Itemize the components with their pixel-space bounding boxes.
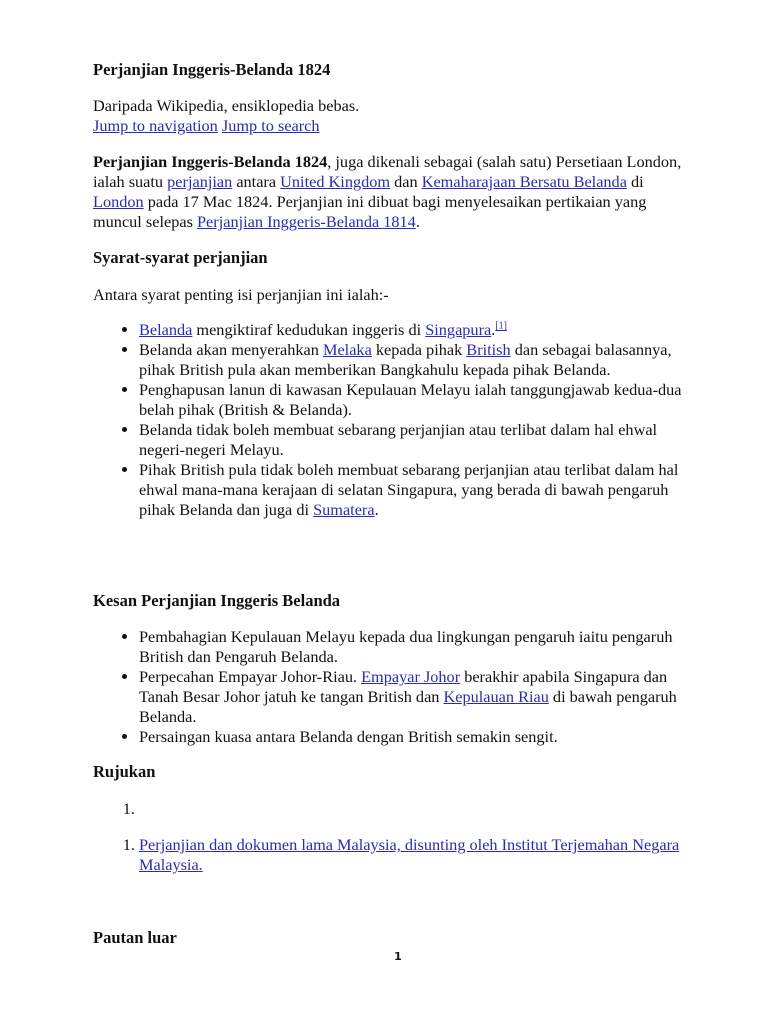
empty-reference-list <box>93 799 693 819</box>
link-empayar-johor[interactable]: Empayar Johor <box>361 667 461 686</box>
reference-link[interactable]: [1] <box>495 320 507 332</box>
list-item: • Persaingan kuasa antara Belanda dengan British semakin sengit. <box>139 727 693 747</box>
jump-to-navigation-link[interactable]: Jump to navigation <box>93 116 218 135</box>
link-perjanjian-1814[interactable]: Perjanjian Inggeris-Belanda 1814 <box>197 212 416 231</box>
jump-to-search-link[interactable]: Jump to search <box>221 116 320 135</box>
list-item <box>139 835 693 875</box>
syarat-lead: Antara syarat penting isi perjanjian ini ialah:- <box>93 285 389 304</box>
page-title: Perjanjian Inggeris-Belanda 1824 <box>93 60 331 79</box>
syarat-list <box>93 320 693 520</box>
list-item: • Pembahagian Kepulauan Melayu kepada dua lingkungan pengaruh iaitu pengaruh British dan Pengaruh Belanda. <box>139 627 693 667</box>
kesan-list <box>93 627 693 747</box>
list-item: • Belanda akan menyerahkan Melaka kepada pihak British dan sebagai balasannya, pihak British pula akan memberikan Bangkahulu kepada pihak Belanda. <box>139 340 693 380</box>
section-heading-rujukan: Rujukan <box>93 762 156 781</box>
list-item: • Pihak British pula tidak boleh membuat sebarang perjanjian atau terlibat dalam hal ehwal mana-mana kerajaan di selatan Singapura, yang berada di bawah pengaruh pihak Belanda dan juga di Sumatera. <box>139 460 693 520</box>
reference-link[interactable]: Perjanjian dan dokumen lama Malaysia, disunting oleh Institut Terjemahan Negara Malaysia. <box>139 835 680 874</box>
reference-list <box>93 835 693 875</box>
section-heading-kesan: Kesan Perjanjian Inggeris Belanda <box>93 591 341 610</box>
list-item: • Penghapusan lanun di kawasan Kepulauan Melayu ialah tanggungjawab kedua-dua belah pihak (British & Belanda). <box>139 380 693 420</box>
link-perjanjian[interactable]: perjanjian <box>167 172 233 191</box>
link-singapura[interactable]: Singapura <box>425 320 492 339</box>
source-note: Daripada Wikipedia, ensiklopedia bebas. Jump to navigation Jump to search <box>93 96 360 135</box>
link-sumatera[interactable]: Sumatera <box>313 500 375 519</box>
link-belanda[interactable]: Belanda <box>139 320 193 339</box>
list-item <box>139 799 693 819</box>
section-heading-pautan: Pautan luar <box>93 928 177 947</box>
list-item: • Belanda tidak boleh membuat sebarang perjanjian atau terlibat dalam hal ehwal negeri-negeri Melayu. <box>139 420 693 460</box>
link-united-kingdom[interactable]: United Kingdom <box>280 172 391 191</box>
link-british[interactable]: British <box>466 340 511 359</box>
section-heading-syarat: Syarat-syarat perjanjian <box>93 248 268 267</box>
link-kepulauan-riau[interactable]: Kepulauan Riau <box>443 687 549 706</box>
list-item: • Belanda mengiktiraf kedudukan inggeris di Singapura.[1] <box>139 320 693 340</box>
list-item: • Perpecahan Empayar Johor-Riau. Empayar Johor berakhir apabila Singapura dan Tanah Besar Johor jatuh ke tangan British dan Kepulauan Riau di bawah pengaruh Belanda. <box>139 667 693 727</box>
link-london[interactable]: London <box>93 192 144 211</box>
page-number: 1 <box>394 950 402 963</box>
link-kemaharajaan-belanda[interactable]: Kemaharajaan Bersatu Belanda <box>421 172 627 191</box>
intro-paragraph: Perjanjian Inggeris-Belanda 1824, juga dikenali sebagai (salah satu) Persetiaan London, ialah suatu perjanjian antara United Kingdom dan Kemaharajaan Bersatu Belanda di London pada 17 Mac 1824. Perjanjian ini dibuat bagi menyelesaikan pertikaian yang muncul selepas Perjanjian Inggeris-Belanda 1814. <box>93 152 682 231</box>
link-melaka[interactable]: Melaka <box>322 340 372 359</box>
